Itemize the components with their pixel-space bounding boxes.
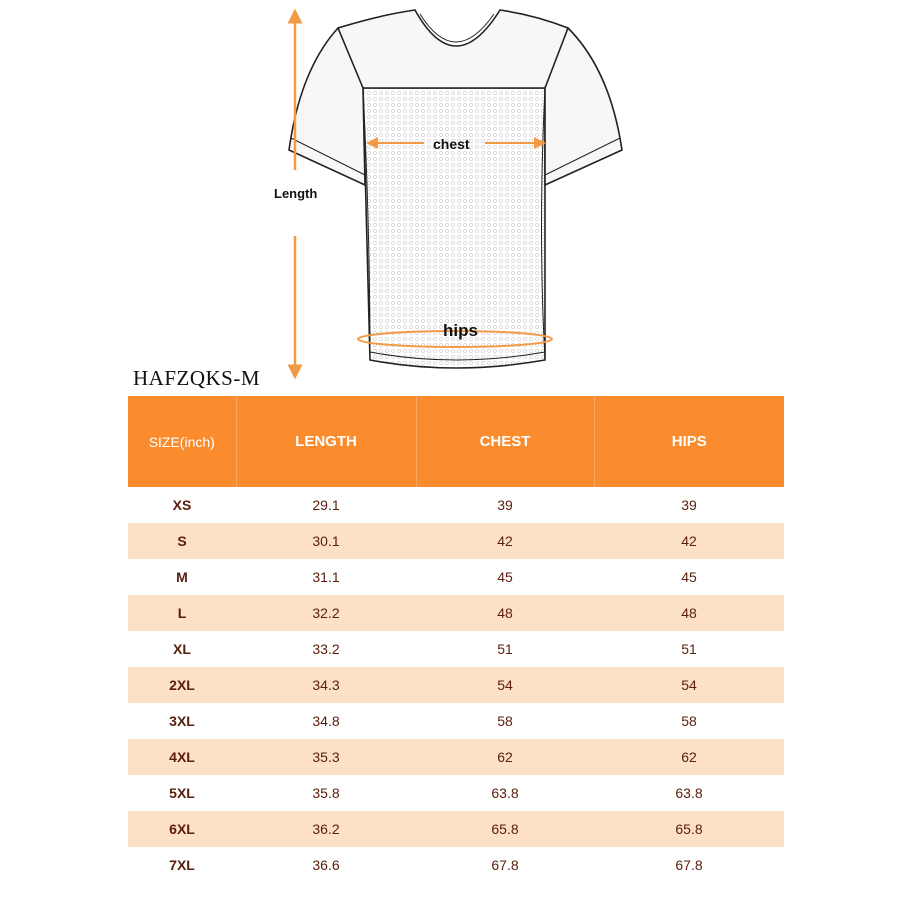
- size-cell: 4XL: [128, 739, 236, 775]
- size-cell: 3XL: [128, 703, 236, 739]
- chest-cell: 63.8: [416, 775, 594, 811]
- hips-cell: 62: [594, 739, 784, 775]
- size-cell: 2XL: [128, 667, 236, 703]
- table-row: [128, 523, 784, 559]
- length-cell: 33.2: [236, 631, 416, 667]
- length-cell: 36.2: [236, 811, 416, 847]
- table-row: [128, 667, 784, 703]
- hips-label: hips: [443, 321, 478, 340]
- table-row: [128, 559, 784, 595]
- length-cell: 36.6: [236, 847, 416, 883]
- length-cell: 29.1: [236, 487, 416, 523]
- hips-cell: 67.8: [594, 847, 784, 883]
- hips-cell: 58: [594, 703, 784, 739]
- hips-cell: 42: [594, 523, 784, 559]
- table-row: [128, 487, 784, 523]
- hips-cell: 63.8: [594, 775, 784, 811]
- size-chart-table: [128, 396, 784, 883]
- table-row: [128, 811, 784, 847]
- hips-cell: 45: [594, 559, 784, 595]
- chest-cell: 58: [416, 703, 594, 739]
- chest-cell: 42: [416, 523, 594, 559]
- chest-cell: 48: [416, 595, 594, 631]
- chest-cell: 65.8: [416, 811, 594, 847]
- hips-cell: 48: [594, 595, 784, 631]
- length-label: Length: [274, 186, 318, 201]
- length-cell: 30.1: [236, 523, 416, 559]
- size-cell: L: [128, 595, 236, 631]
- table-row: [128, 595, 784, 631]
- size-cell: 6XL: [128, 811, 236, 847]
- chest-cell: 51: [416, 631, 594, 667]
- size-cell: M: [128, 559, 236, 595]
- header-chest: CHEST: [416, 396, 594, 487]
- length-cell: 34.8: [236, 703, 416, 739]
- size-cell: 7XL: [128, 847, 236, 883]
- table-row: [128, 775, 784, 811]
- length-cell: 35.3: [236, 739, 416, 775]
- header-hips: HIPS: [594, 396, 784, 487]
- chest-cell: 45: [416, 559, 594, 595]
- table-row: [128, 703, 784, 739]
- length-cell: 32.2: [236, 595, 416, 631]
- chest-cell: 62: [416, 739, 594, 775]
- length-cell: 31.1: [236, 559, 416, 595]
- table-row: [128, 847, 784, 883]
- chest-label: chest: [433, 136, 470, 152]
- size-cell: XS: [128, 487, 236, 523]
- hips-cell: 39: [594, 487, 784, 523]
- size-cell: XL: [128, 631, 236, 667]
- jersey-measurement-diagram: [0, 0, 900, 390]
- header-size: SIZE(inch): [128, 396, 236, 487]
- hips-cell: 65.8: [594, 811, 784, 847]
- table-row: [128, 739, 784, 775]
- chest-cell: 67.8: [416, 847, 594, 883]
- size-cell: S: [128, 523, 236, 559]
- size-cell: 5XL: [128, 775, 236, 811]
- table-row: [128, 631, 784, 667]
- chest-cell: 54: [416, 667, 594, 703]
- chest-cell: 39: [416, 487, 594, 523]
- hips-cell: 54: [594, 667, 784, 703]
- length-cell: 35.8: [236, 775, 416, 811]
- table-header-row: [128, 396, 784, 487]
- hips-cell: 51: [594, 631, 784, 667]
- length-cell: 34.3: [236, 667, 416, 703]
- model-number: HAFZQKS-M: [133, 366, 261, 390]
- header-length: LENGTH: [236, 396, 416, 487]
